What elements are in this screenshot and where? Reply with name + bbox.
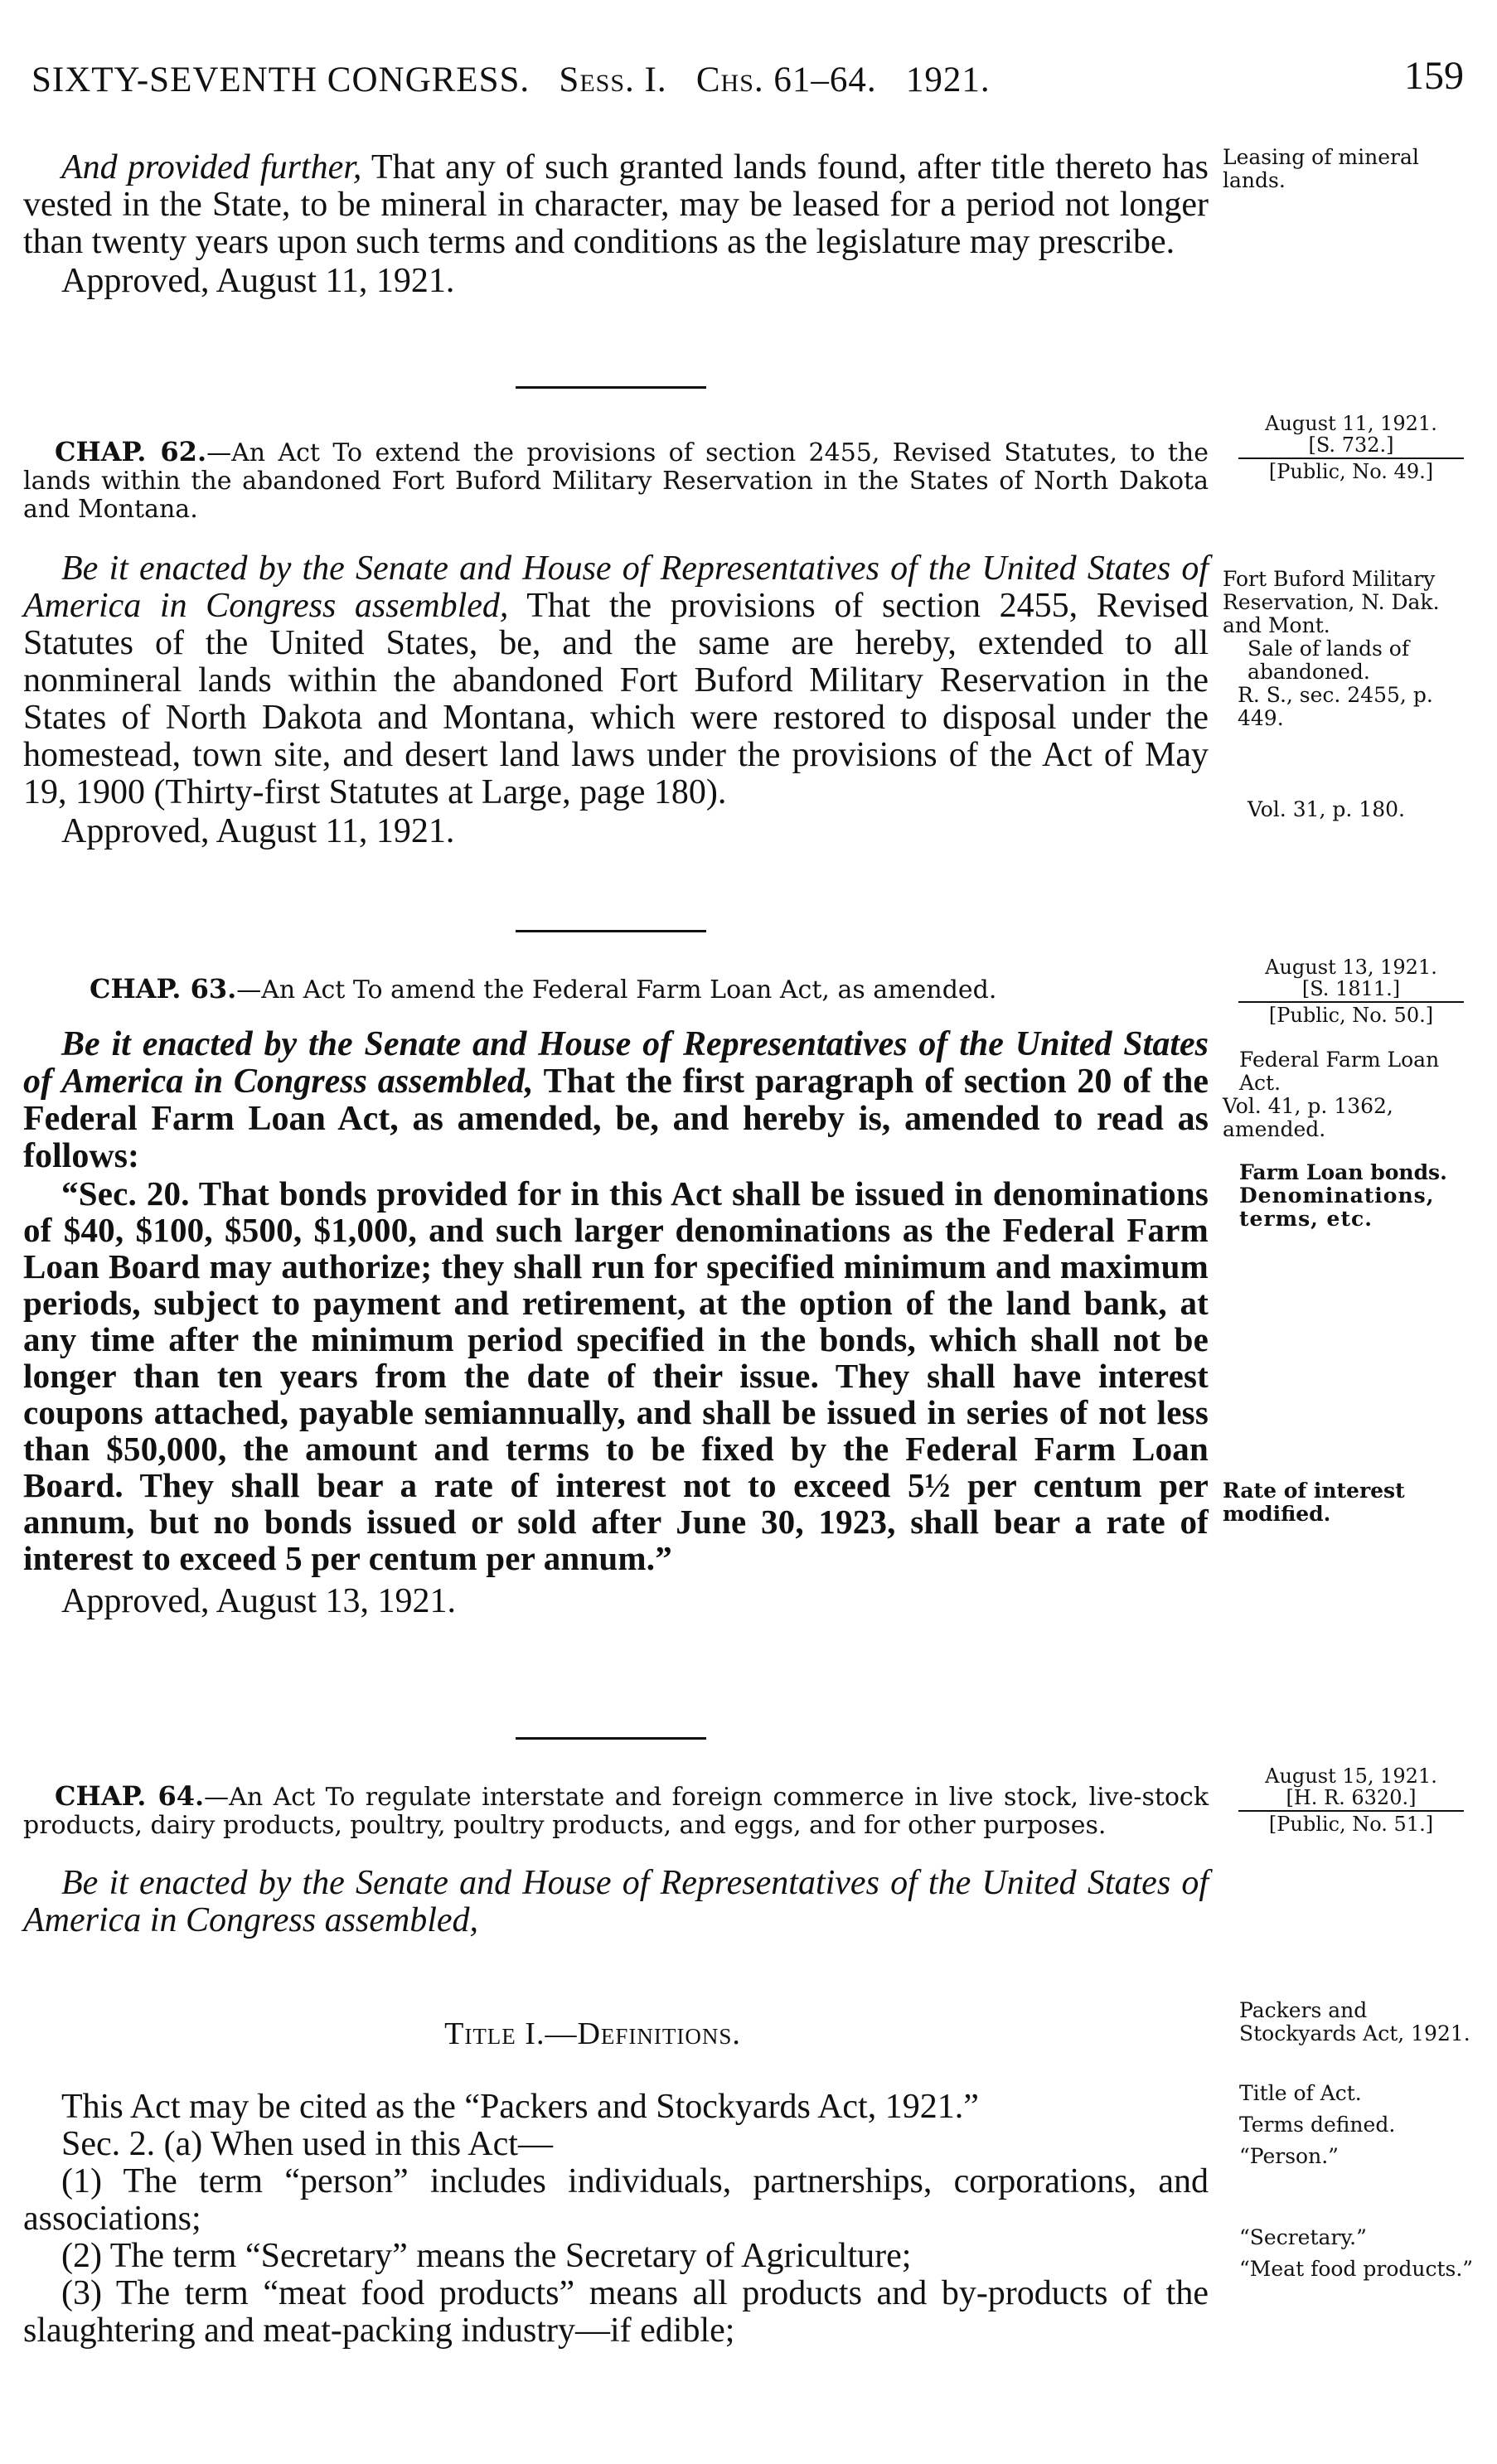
chap62-bill-block xyxy=(1227,413,1475,482)
chap63-date: August 13, 1921. xyxy=(1265,956,1437,979)
margin-note-farm-loan-bonds: Farm Loan bonds. xyxy=(1239,1160,1447,1184)
chap63-section20-quote: “Sec. 20. That bonds provided for in this Act shall be issued in denominations of $40, $100, $500, $1,000, and such larger denominations as the Federal Farm Loan Board may authorize; they shall run for specified minimum and maximum periods, subject to payment and retirement, at the option of the land bank, at any time after the minimum period specified in the bonds, which shall not be longer than ten years from the date of their issue. They shall have interest coupons attached, payable semiannually, and shall be issued in series of not less than $50,000, the amount and terms to be fixed by the Federal Farm Loan Board. They shall bear a rate of interest not to exceed 5½ per centum per annum, but no bonds issued or sold after June 30, 1923, shall bear a rate of interest to exceed 5 per centum per annum.” xyxy=(23,1174,1209,1577)
chap64-bill-block xyxy=(1227,1765,1475,1835)
chap62-date: August 11, 1921. xyxy=(1265,412,1437,435)
running-head-chapters: Chs. 61–64. xyxy=(695,61,877,99)
chap64-para-secretary: (2) The term “Secretary” means the Secretary of Agriculture; xyxy=(61,2237,912,2275)
chap62-heading xyxy=(23,438,1209,524)
margin-note-leasing: Leasing of mineral lands. xyxy=(1223,145,1419,192)
chap63-label: CHAP. 63. xyxy=(90,973,237,1004)
margin-note-packers-act: Packers and Stockyards Act, 1921. xyxy=(1239,1998,1470,2045)
chap62-approved: Approved, August 11, 1921. xyxy=(61,812,455,850)
chap63-body-text: That the first paragraph of section 20 of the Federal Farm Loan Act, as amended, be, and hereby is, amended to read as follows: xyxy=(23,1063,1209,1175)
chap63-bill-block xyxy=(1227,956,1475,1026)
chap63 xyxy=(23,975,1209,1621)
chap62-enacting-clause: Be it enacted by the Senate and House of Representatives of the United States of America in Congress assembled, xyxy=(23,549,1209,625)
section-divider xyxy=(516,386,706,389)
chap63-title: —An Act To amend the Federal Farm Loan Act, as amended. xyxy=(236,975,997,1004)
chap62-body-text: That the provisions of section 2455, Revised Statutes of the United States, be, and the same are hereby, extended to all nonmineral lands within the abandoned Fort Buford Military Reservation in the States of North Dakota and Montana, which were restored to disposal under the homestead, town site, and desert land laws under the provisions of the Act of May 19, 1900 (Thirty-first Statutes at Large, page 180). xyxy=(23,587,1209,811)
margin-note-denominations: Denominations, terms, etc. xyxy=(1239,1184,1435,1231)
chap64-date: August 15, 1921. xyxy=(1265,1764,1437,1788)
chap64-bill: [H. R. 6320.] xyxy=(1286,1786,1417,1809)
margin-note-person: “Person.” xyxy=(1239,2144,1339,2168)
chap64-para-citation: This Act may be cited as the “Packers and Stockyards Act, 1921.” xyxy=(61,2088,979,2126)
title-i-text: Title I.—Definitions. xyxy=(444,2016,741,2051)
title-i-heading xyxy=(0,2016,1185,2052)
chap64-para-person: (1) The term “person” includes individuals, partnerships, corporations, and associations; xyxy=(23,2162,1209,2238)
running-header xyxy=(31,54,1464,109)
chap62-margin-notes xyxy=(1223,568,1480,821)
chap64-enacting-clause: Be it enacted by the Senate and House of Representatives of the United States of America in Congress assembled, xyxy=(23,1864,1209,1939)
section-divider xyxy=(516,930,706,932)
margin-note-meat-food: “Meat food products.” xyxy=(1239,2257,1474,2281)
chap64-heading xyxy=(23,1782,1209,1840)
running-head-session: Sess. I. xyxy=(559,61,667,99)
chap64-section xyxy=(23,2089,1209,2350)
chap64-public-no: [Public, No. 51.] xyxy=(1238,1810,1464,1835)
margin-note-fort-buford: Fort Buford Military Reservation, N. Dak. and Mont. xyxy=(1223,567,1440,637)
proviso-text: That any of such granted lands found, after title thereto has vested in the State, to be mineral in character, may be leased for a period not longer than twenty years upon such terms and conditions as the legislature may prescribe. xyxy=(23,148,1209,261)
chap63-enacting-clause: Be it enacted by the Senate and House of Representatives of the United States of America in Congress assembled, xyxy=(23,1025,1209,1101)
chap63-approved: Approved, August 13, 1921. xyxy=(61,1582,456,1620)
chap64 xyxy=(23,1782,1209,1939)
proviso-italic: And provided further, xyxy=(61,148,362,186)
chap62-title: —An Act To extend the provisions of section 2455, Revised Statutes, to the lands within the abandoned Fort Buford Military Reservation in the States of North Dakota and Montana. xyxy=(23,438,1209,524)
chap63-margin-notes xyxy=(1223,1048,1480,1526)
chap64-margin-notes xyxy=(1223,1999,1480,2281)
chap63-body xyxy=(23,1026,1209,1175)
section-divider xyxy=(516,1737,706,1740)
chap62-body xyxy=(23,550,1209,811)
chap63-bill: [S. 1811.] xyxy=(1301,977,1401,1000)
chap61-tail xyxy=(23,149,1209,301)
margin-note-vol31: Vol. 31, p. 180. xyxy=(1248,797,1405,821)
page-number: 159 xyxy=(1404,54,1464,98)
margin-note-rate-of-interest: Rate of interest modified. xyxy=(1223,1479,1405,1526)
margin-note-sale: Sale of lands of abandoned. xyxy=(1248,637,1410,684)
margin-note-farm-loan-act: Federal Farm Loan Act. xyxy=(1239,1048,1440,1095)
chap61-approved: Approved, August 11, 1921. xyxy=(61,262,455,300)
chap63-public-no: [Public, No. 50.] xyxy=(1238,1001,1464,1026)
chap64-label: CHAP. 64. xyxy=(55,1780,205,1812)
chap63-heading xyxy=(23,975,1209,1004)
chap62-public-no: [Public, No. 49.] xyxy=(1238,457,1464,482)
chap62-bill: [S. 732.] xyxy=(1308,433,1394,457)
running-head-year: 1921. xyxy=(905,61,991,99)
margin-note-vol41: Vol. 41, p. 1362, amended. xyxy=(1223,1094,1393,1141)
chap62-label: CHAP. 62. xyxy=(55,436,207,467)
margin-note-secretary: “Secretary.” xyxy=(1239,2225,1367,2249)
margin-note-rs: R. S., sec. 2455, p. 449. xyxy=(1238,683,1433,730)
chap61-proviso xyxy=(23,149,1209,261)
chap64-para-sec2: Sec. 2. (a) When used in this Act— xyxy=(61,2125,553,2163)
margin-note-terms-defined: Terms defined. xyxy=(1239,2113,1396,2137)
chap64-title: —An Act To regulate interstate and foreign commerce in live stock, live-stock products, dairy products, poultry, poultry products, and eggs, and for other purposes. xyxy=(23,1783,1209,1840)
running-head-congress: SIXTY-SEVENTH CONGRESS. xyxy=(31,61,530,99)
chap62 xyxy=(23,438,1209,851)
chap64-para-meat-food: (3) The term “meat food products” means all products and by-products of the slaughtering and meat-packing industry—if edible; xyxy=(23,2274,1209,2350)
running-head xyxy=(31,60,991,100)
margin-note-title-of-act: Title of Act. xyxy=(1239,2081,1362,2105)
